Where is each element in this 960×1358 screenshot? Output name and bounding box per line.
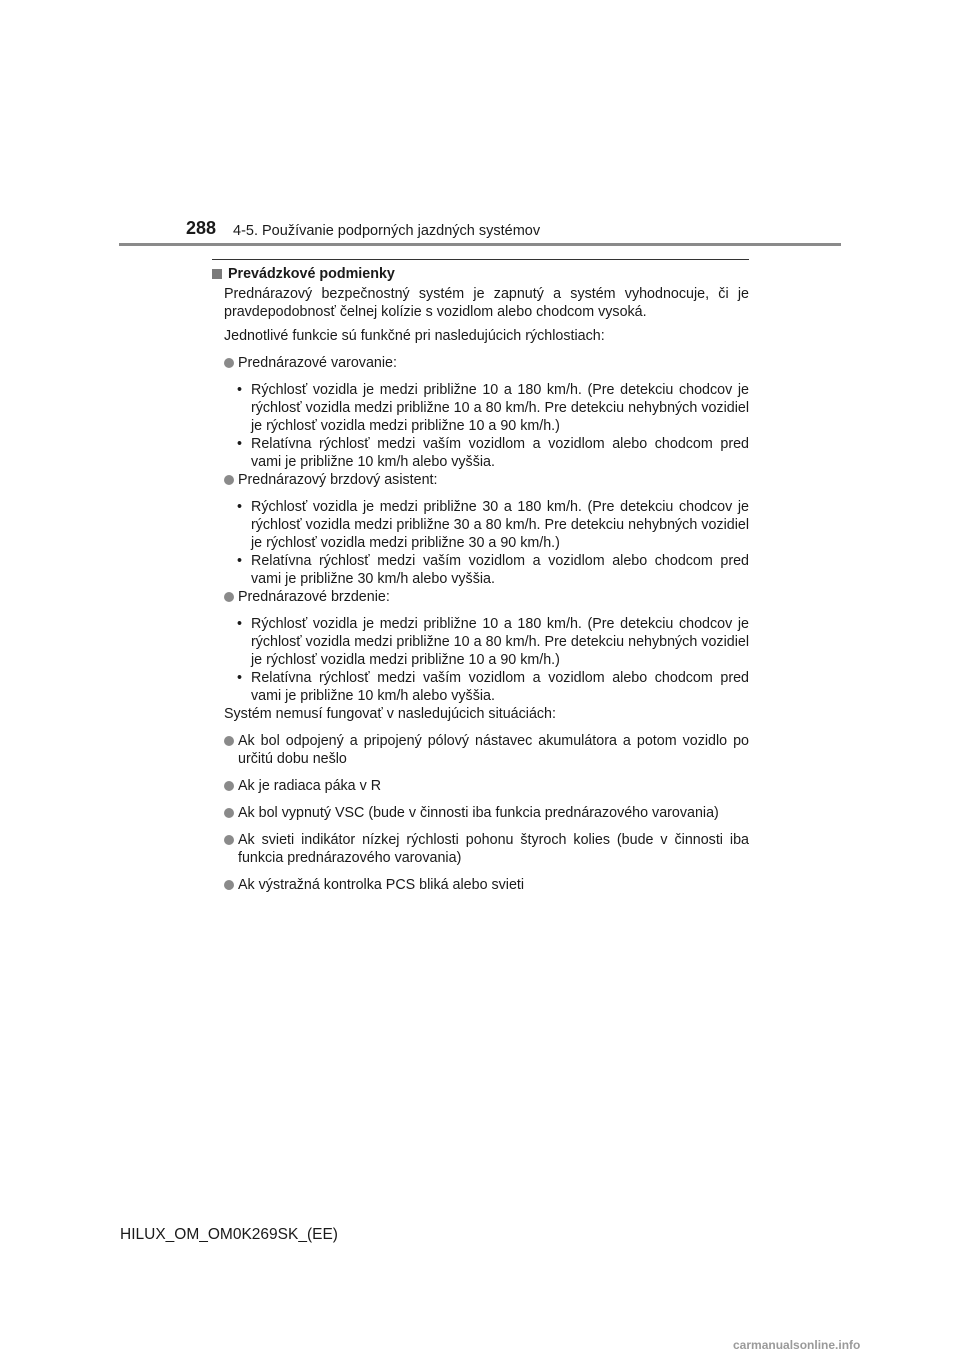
square-bullet-icon bbox=[212, 269, 222, 279]
function-item-text: Rýchlosť vozidla je medzi približne 10 a 180 km/h. (Pre detekciu chodcov je rýchlosť vozidla medzi približne 10 a 80 km/h. Pre detekciu nehybných vozidiel je rýchlosť vozidla medzi približne 10 a 90 km/h.) bbox=[251, 382, 749, 434]
page-number: 288 bbox=[186, 218, 217, 238]
section-heading bbox=[208, 265, 749, 283]
circle-bullet-icon bbox=[224, 475, 234, 485]
header-section-title: 4-5. Používanie podporných jazdných systémov bbox=[233, 223, 541, 239]
footer-code: HILUX_OM_OM0K269SK_(EE) bbox=[120, 1226, 338, 1243]
circle-bullet-icon bbox=[224, 835, 234, 845]
circle-bullet-icon bbox=[224, 592, 234, 602]
function-item bbox=[208, 615, 749, 669]
circle-bullet-icon bbox=[224, 781, 234, 791]
watermark: carmanualsonline.info bbox=[733, 1338, 861, 1352]
function-item-text: Relatívna rýchlosť medzi vaším vozidlom a vozidlom alebo chodcom pred vami je približne 10 km/h alebo vyššia. bbox=[251, 436, 749, 470]
function-item-text: Rýchlosť vozidla je medzi približne 10 a 180 km/h. (Pre detekciu chodcov je rýchlosť vozidla medzi približne 10 a 80 km/h. Pre detekciu nehybných vozidiel je rýchlosť vozidla medzi približne 10 a 90 km/h.) bbox=[251, 616, 749, 668]
functions-intro: Jednotlivé funkcie sú funkčné pri nasledujúcich rýchlostiach: bbox=[224, 328, 605, 344]
section-rule bbox=[212, 259, 749, 260]
situation-item bbox=[208, 732, 749, 768]
content-area bbox=[208, 265, 749, 903]
situation-text: Ak je radiaca páka v R bbox=[238, 778, 382, 794]
function-item-text: Rýchlosť vozidla je medzi približne 30 a 180 km/h. (Pre detekciu chodcov je rýchlosť vozidla medzi približne 30 a 80 km/h. Pre detekciu nehybných vozidiel je rýchlosť vozidla medzi približne 30 a 90 km/h.) bbox=[251, 499, 749, 551]
function-item-text: Relatívna rýchlosť medzi vaším vozidlom a vozidlom alebo chodcom pred vami je približne 30 km/h alebo vyššia. bbox=[251, 553, 749, 587]
function-title-text: Prednárazový brzdový asistent: bbox=[238, 472, 438, 488]
dot-marker-icon: • bbox=[237, 436, 243, 452]
dot-marker-icon: • bbox=[237, 499, 243, 515]
function-item-text: Relatívna rýchlosť medzi vaším vozidlom a vozidlom alebo chodcom pred vami je približne 10 km/h alebo vyššia. bbox=[251, 670, 749, 704]
circle-bullet-icon bbox=[224, 736, 234, 746]
intro-paragraph: Prednárazový bezpečnostný systém je zapnutý a systém vyhodnocuje, či je pravdepodobnosť čelnej kolízie s vozidlom alebo chodcom vysoká. bbox=[224, 286, 749, 320]
function-item bbox=[208, 669, 749, 705]
not-working-intro: Systém nemusí fungovať v nasledujúcich situáciách: bbox=[224, 706, 556, 722]
header-rule bbox=[119, 243, 841, 246]
function-title-text: Prednárazové varovanie: bbox=[238, 355, 397, 371]
section-heading-text: Prevádzkové podmienky bbox=[228, 266, 395, 282]
situation-text: Ak svieti indikátor nízkej rýchlosti pohonu štyroch kolies (bude v činnosti iba funkcia prednárazového varovania) bbox=[238, 832, 749, 866]
situation-text: Ak bol vypnutý VSC (bude v činnosti iba funkcia prednárazového varovania) bbox=[238, 805, 719, 821]
function-title bbox=[208, 354, 749, 372]
dot-marker-icon: • bbox=[237, 670, 243, 686]
function-item bbox=[208, 552, 749, 588]
situation-item bbox=[208, 831, 749, 867]
circle-bullet-icon bbox=[224, 808, 234, 818]
function-item bbox=[208, 435, 749, 471]
function-title bbox=[208, 588, 749, 606]
dot-marker-icon: • bbox=[237, 382, 243, 398]
function-title bbox=[208, 471, 749, 489]
circle-bullet-icon bbox=[224, 880, 234, 890]
function-item bbox=[208, 498, 749, 552]
dot-marker-icon: • bbox=[237, 616, 243, 632]
situation-item bbox=[208, 777, 749, 795]
situation-item bbox=[208, 804, 749, 822]
function-item bbox=[208, 381, 749, 435]
function-title-text: Prednárazové brzdenie: bbox=[238, 589, 390, 605]
situation-text: Ak výstražná kontrolka PCS bliká alebo svieti bbox=[238, 877, 525, 893]
situation-item bbox=[208, 876, 749, 894]
circle-bullet-icon bbox=[224, 358, 234, 368]
dot-marker-icon: • bbox=[237, 553, 243, 569]
situation-text: Ak bol odpojený a pripojený pólový nástavec akumulátora a potom vozidlo po určitú dobu nešlo bbox=[238, 733, 749, 767]
